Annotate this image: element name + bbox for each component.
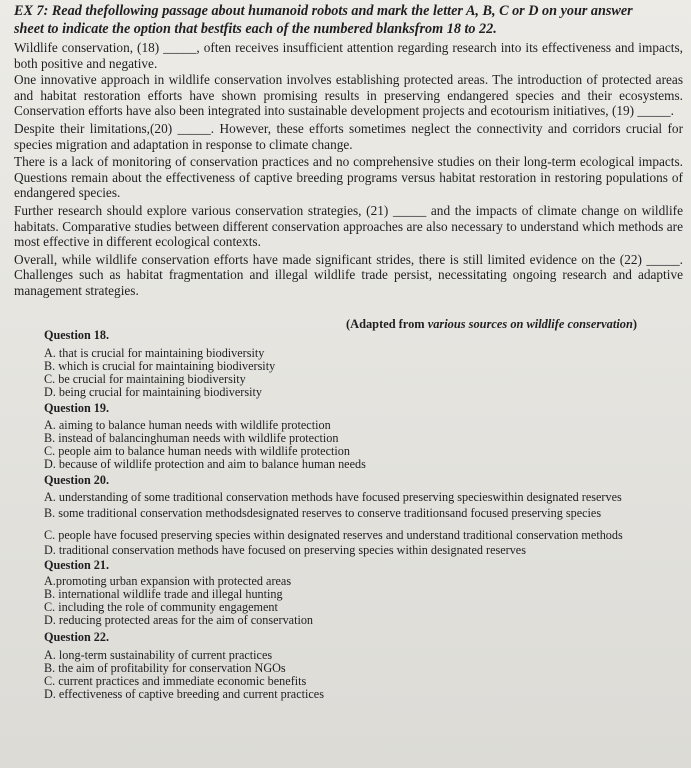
- option-a[interactable]: A. aiming to balance human needs with wildlife protection: [44, 417, 331, 432]
- option-c[interactable]: C. be crucial for maintaining biodiversity: [44, 372, 246, 387]
- option-b[interactable]: B. which is crucial for maintaining biodiversity: [44, 358, 276, 373]
- option-a[interactable]: A. that is crucial for maintaining biodiversity: [44, 345, 265, 360]
- instructions-line-2: sheet to indicate the option that bestfits each of the numbered blanksfrom 18 to 22.: [14, 21, 497, 37]
- option-b[interactable]: B. instead of balancinghuman needs with wildlife protection: [44, 430, 339, 445]
- question-list: [44, 329, 683, 702]
- source-italic: various sources on wildlife conservation: [427, 316, 633, 331]
- passage-paragraph-2: One innovative approach in wildlife conservation involves establishing protected areas. The introduction of protected areas and habitat restoration efforts have shown promising results in preserving endangered species and their ecosystems. Conservation efforts have also been integrated into sustainable development projects and ecotourism initiatives, (19) _____.: [14, 72, 683, 119]
- option-d[interactable]: D. because of wildlife protection and aim to balance human needs: [44, 457, 366, 472]
- reading-passage: [14, 40, 683, 299]
- question-label: Question 21.: [44, 557, 110, 572]
- option-c[interactable]: C. people have focused preserving species within designated reserves and understand traditional conservation methods: [44, 528, 623, 543]
- option-a[interactable]: A. long-term sustainability of current practices: [44, 647, 273, 662]
- option-d[interactable]: D. traditional conservation methods have focused on preserving species within designated reserves: [44, 543, 526, 558]
- option-c[interactable]: C. including the role of community engagement: [44, 600, 278, 615]
- option-b[interactable]: B. some traditional conservation methodsdesignated reserves to conserve traditionsand focused preserving species: [44, 505, 602, 520]
- passage-paragraph-5: Further research should explore various conservation strategies, (21) _____ and the impacts of climate change on wildlife habitats. Comparative studies between different conservation approaches are also necessary to understand which methods are most effective in different ecological contexts.: [14, 202, 683, 250]
- passage-paragraph-1: Wildlife conservation, (18) _____, often receives insufficient attention regarding research into its effectiveness and impacts, both positive and negative.: [14, 40, 683, 71]
- question-20: [44, 474, 683, 558]
- option-d[interactable]: D. being crucial for maintaining biodiversity: [44, 385, 262, 400]
- option-b[interactable]: B. the aim of profitability for conservation NGOs: [44, 660, 286, 675]
- question-label: Question 22.: [44, 629, 110, 644]
- passage-paragraph-6: Overall, while wildlife conservation efforts have made significant strides, there is still limited evidence on the (22) _____. Challenges such as habitat fragmentation and illegal wildlife trade persist, necessitating ongoing research and adaptive management strategies.: [14, 251, 683, 298]
- question-21: [44, 559, 683, 628]
- option-c[interactable]: C. people aim to balance human needs with wildlife protection: [44, 444, 350, 459]
- option-d[interactable]: D. reducing protected areas for the aim of conservation: [44, 613, 314, 628]
- option-a[interactable]: A.promoting urban expansion with protected areas: [44, 573, 292, 588]
- question-label: Question 20.: [44, 472, 110, 487]
- option-b[interactable]: B. international wildlife trade and illegal hunting: [44, 586, 283, 601]
- passage-paragraph-4: There is a lack of monitoring of conservation practices and no comprehensive studies on their long-term ecological impacts. Questions remain about the effectiveness of captive breeding programs versus habitat restoration in restoring populations of endangered species.: [14, 154, 683, 201]
- option-a[interactable]: A. understanding of some traditional conservation methods have focused preserving specieswithin designated reserves: [44, 489, 622, 504]
- exercise-instructions: [14, 2, 683, 38]
- question-19: [44, 402, 683, 472]
- instructions-line-1: EX 7: Read thefollowing passage about humanoid robots and mark the letter A, B, C or D on your answer: [14, 3, 633, 19]
- question-22: [44, 631, 683, 702]
- passage-paragraph-3: Despite their limitations,(20) _____. However, these efforts sometimes neglect the connectivity and corridors crucial for species migration and adaptation in response to climate change.: [14, 120, 683, 152]
- source-suffix: ): [632, 316, 637, 331]
- question-18: [44, 329, 683, 400]
- worksheet-page: [0, 2, 691, 768]
- option-c[interactable]: C. current practices and immediate economic benefits: [44, 674, 307, 689]
- source-prefix: (Adapted from: [346, 316, 428, 331]
- option-d[interactable]: D. effectiveness of captive breeding and current practices: [44, 687, 324, 702]
- question-label: Question 18.: [44, 327, 110, 342]
- question-label: Question 19.: [44, 400, 110, 415]
